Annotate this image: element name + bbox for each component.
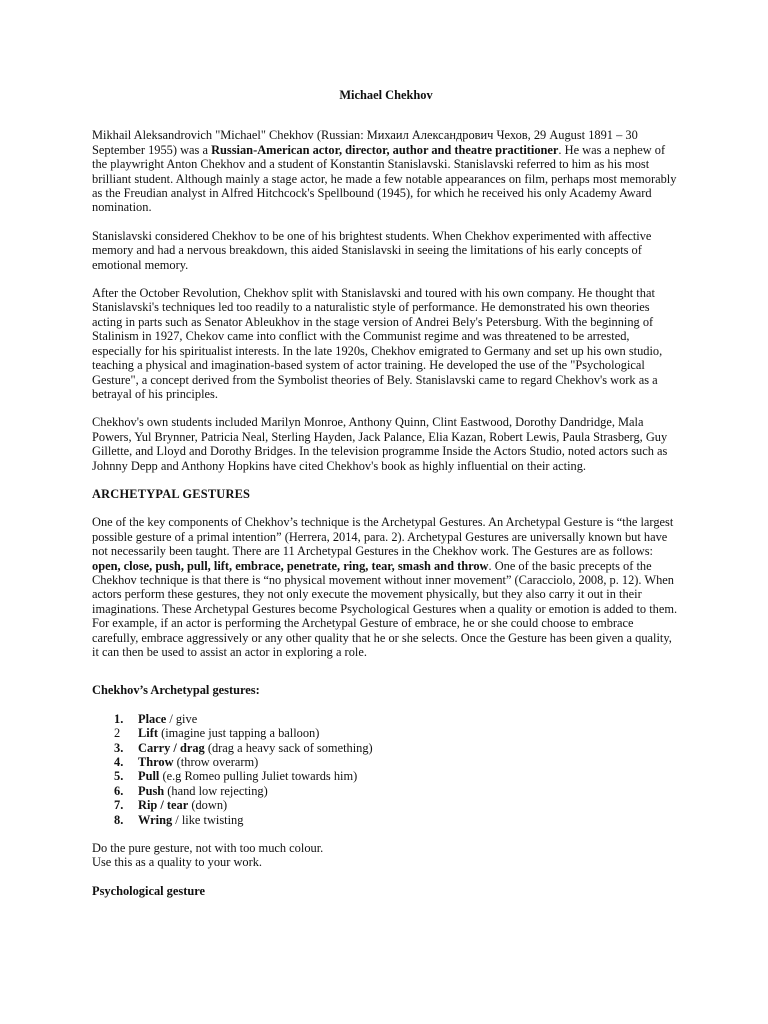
section-heading-archetypal: ARCHETYPAL GESTURES <box>92 486 251 501</box>
list-number: 8. <box>114 812 124 827</box>
list-number: 3. <box>114 740 124 755</box>
document-title: Michael Chekhov <box>339 88 433 102</box>
list-number: 2 <box>114 726 121 741</box>
list-number: 7. <box>114 798 124 813</box>
paragraph-revolution: After the October Revolution, Chekhov split with Stanislavski and toured with his own company. He thought that Stanislavski's techniques led too readily to a naturalistic style of performance. He demonstrated his own theories acting in parts such as Senator Ableukhov in the stage version of Andrei Bely's Petersburg. With the beginning of Stalinism in 1927, Chekov came into conflict with the Communist regime and was threatened to be arrested, especially for his spiritualist interests. In the late 1920s, Chekhov emigrated to Germany and set up his own studio, teaching a physical and imagination-based system of actor training. He developed the use of the "Psychological Gesture", a concept derived from the Symbolist theories of Bely. Stanislavski came to regard Chekhov's work as a betrayal of his principles. <box>92 286 663 401</box>
list-item <box>92 813 680 827</box>
gesture-description: / like twisting <box>172 812 244 827</box>
gesture-description: (hand low rejecting) <box>164 783 268 798</box>
intro-paragraph <box>92 128 680 214</box>
gesture-term: Rip / tear <box>138 798 189 813</box>
document-body <box>92 88 680 912</box>
intro-text-2: . He was a nephew of the playwright Anton Chekhov and a student of Konstantin Stanislavski. Stanislavski referred to him as his most brilliant student. Although mainly a stage actor, he made a few notable appearances on film, perhaps most memorably as the Freudian analyst in Alfred Hitchcock's Spellbound (1945), for which he received his only Academy Award nomination. <box>92 142 677 215</box>
gesture-list <box>92 712 680 827</box>
list-item <box>92 755 680 769</box>
paragraph-students: Stanislavski considered Chekhov to be one of his brightest students. When Chekhov experimented with affective memory and had a nervous breakdown, this aided Stanislavski in seeing the limitations of his early concepts of emotional memory. <box>92 228 652 272</box>
gesture-term: Throw <box>138 755 174 770</box>
gesture-term: Pull <box>138 769 160 784</box>
list-number: 5. <box>114 769 124 784</box>
intro-text-1: Mikhail Aleksandrovich "Michael" Chekhov (Russian: Михаил Александрович Чехов, 29 August 1891 – 30 September 1955) was a <box>92 128 638 157</box>
gesture-term: Lift <box>138 726 158 741</box>
gesture-description: (down) <box>188 798 228 813</box>
list-number: 4. <box>114 755 124 770</box>
archetypal-bold-list: open, close, push, pull, lift, embrace, penetrate, ring, tear, smash and throw <box>92 558 489 573</box>
gesture-term: Push <box>138 783 165 798</box>
list-item <box>92 741 680 755</box>
archetypal-text-1: One of the key components of Chekhov’s technique is the Archetypal Gestures. An Archetypal Gesture is “the largest possible gesture of a primal intention” (Herrera, 2014, para. 2). Archetypal Gestures are universally known but have not necessarily been taught. There are 11 Archetypal Gestures in the Chekhov work. The Gestures are as follows: <box>92 515 674 559</box>
gesture-description: (imagine just tapping a balloon) <box>157 726 320 741</box>
gesture-description: / give <box>166 711 198 726</box>
note-line-1: Do the pure gesture, not with too much colour. <box>92 841 324 856</box>
note-line-2: Use this as a quality to your work. <box>92 855 263 870</box>
archetypal-text-2: . One of the basic precepts of the Chekhov technique is that there is “no physical movement without inner movement” (Caracciolo, 2008, p. 12). When actors perform these gestures, they not only execute the movement physically, but they also carry it out in their imaginations. These Archetypal Gestures become Psychological Gestures when a quality or emotion is added to them. For example, if an actor is performing the Archetypal Gesture of embrace, he or she could choose to embrace carefully, embrace aggressively or any other quality that he or she selects. Once the Gesture has been given a quality, it can then be used to assist an actor in exploring a role. <box>92 558 678 659</box>
subheading-psychological-gesture: Psychological gesture <box>92 883 205 898</box>
list-number: 6. <box>114 783 124 798</box>
paragraph-notable-students: Chekhov's own students included Marilyn Monroe, Anthony Quinn, Clint Eastwood, Dorothy Dandridge, Mala Powers, Yul Brynner, Patricia Neal, Sterling Hayden, Jack Palance, Elia Kazan, Robert Lewis, Paula Strasberg, Guy Gillette, and Lloyd and Dorothy Bridges. In the television programme Inside the Actors Studio, noted actors such as Johnny Depp and Anthony Hopkins have cited Chekhov's book as highly influential on their acting. <box>92 415 668 473</box>
gesture-description: (e.g Romeo pulling Juliet towards him) <box>159 769 358 784</box>
gesture-term: Place <box>138 711 167 726</box>
list-item <box>92 769 680 783</box>
paragraph-archetypal <box>92 515 680 659</box>
list-item <box>92 784 680 798</box>
list-item <box>92 712 680 726</box>
gesture-term: Carry / drag <box>138 740 205 755</box>
gesture-description: (throw overarm) <box>173 755 259 770</box>
list-item <box>92 798 680 812</box>
gesture-description: (drag a heavy sack of something) <box>204 740 373 755</box>
gesture-term: Wring <box>138 812 173 827</box>
list-item <box>92 726 680 740</box>
intro-bold-text: Russian-American actor, director, author and theatre practitioner <box>211 142 559 157</box>
subheading-gesture-list: Chekhov’s Archetypal gestures: <box>92 683 260 698</box>
list-number: 1. <box>114 711 124 726</box>
